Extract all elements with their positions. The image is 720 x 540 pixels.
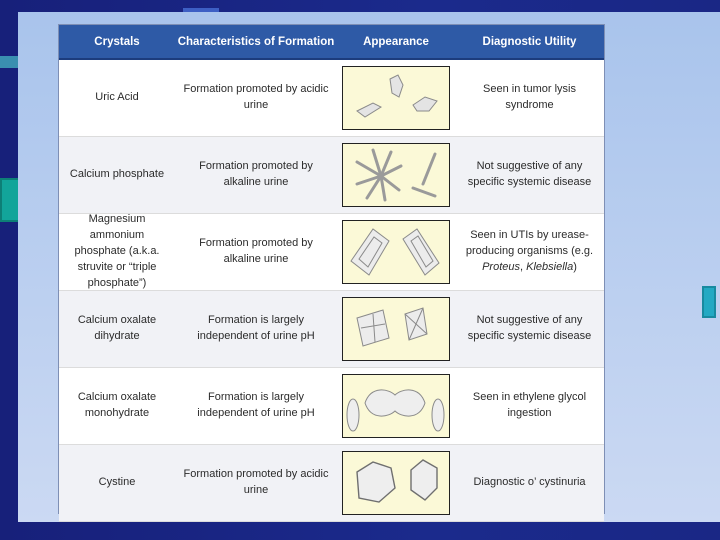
table-row <box>59 214 604 291</box>
decor-block-left-small <box>0 56 18 68</box>
formation-text: Formation is largely independent of urine pH <box>197 314 315 342</box>
appearance-cell <box>337 374 455 438</box>
crystal-name: Magnesium ammonium phosphate (a.k.a. struvite or “triple phosphate”) <box>74 213 160 289</box>
utility-end: ) <box>573 260 577 273</box>
utility-text: Seen in tumor lysis syndrome <box>483 83 576 111</box>
formation-text: Formation promoted by acidic urine <box>183 83 329 111</box>
formation-text: Formation is largely independent of urine pH <box>197 391 315 419</box>
header-utility: Diagnostic Utility <box>482 35 577 48</box>
appearance-cell <box>337 451 455 515</box>
appearance-cell <box>337 66 455 130</box>
utility-text-main: Seen in UTIs by urease-producing organisms (e.g. <box>465 229 594 258</box>
table-row <box>59 368 604 445</box>
appearance-cell <box>337 220 455 284</box>
utility-text: Not suggestive of any specific systemic disease <box>467 314 592 342</box>
calcium-oxalate-monohydrate-crystals-icon <box>342 374 450 438</box>
crystals-table <box>58 24 605 514</box>
utility-text: Diagnostic o’ cystinuria <box>473 476 586 489</box>
crystal-name: Calcium oxalate dihydrate <box>77 314 157 342</box>
table-body <box>59 60 604 522</box>
table-header <box>59 25 604 60</box>
calcium-phosphate-crystals-icon <box>342 143 450 207</box>
utility-text: Not suggestive of any specific systemic disease <box>467 160 592 188</box>
utility-text <box>455 228 604 276</box>
utility-organism-2: Klebsiella <box>526 260 574 273</box>
crystal-name: Calcium oxalate monohydrate <box>77 391 157 419</box>
calcium-oxalate-dihydrate-crystals-icon <box>342 297 450 361</box>
utility-text: Seen in ethylene glycol ingestion <box>472 391 587 419</box>
crystal-name: Calcium phosphate <box>69 168 165 181</box>
table-row <box>59 60 604 137</box>
header-appearance: Appearance <box>363 35 429 48</box>
uric-acid-crystals-icon <box>342 66 450 130</box>
utility-separator: , <box>520 260 524 273</box>
table-row <box>59 291 604 368</box>
table-row <box>59 137 604 214</box>
struvite-crystals-icon <box>342 220 450 284</box>
decor-block-right-teal <box>702 286 716 318</box>
formation-text: Formation promoted by alkaline urine <box>199 237 313 265</box>
crystal-name: Uric Acid <box>95 91 139 104</box>
formation-text: Formation promoted by alkaline urine <box>199 160 313 188</box>
appearance-cell <box>337 143 455 207</box>
table-row <box>59 445 604 522</box>
appearance-cell <box>337 297 455 361</box>
header-formation: Characteristics of Formation <box>177 35 335 48</box>
header-crystals: Crystals <box>94 35 140 48</box>
formation-text: Formation promoted by acidic urine <box>183 468 329 496</box>
crystal-name: Cystine <box>98 476 136 489</box>
utility-organism-1: Proteus <box>482 260 521 273</box>
cystine-crystals-icon <box>342 451 450 515</box>
